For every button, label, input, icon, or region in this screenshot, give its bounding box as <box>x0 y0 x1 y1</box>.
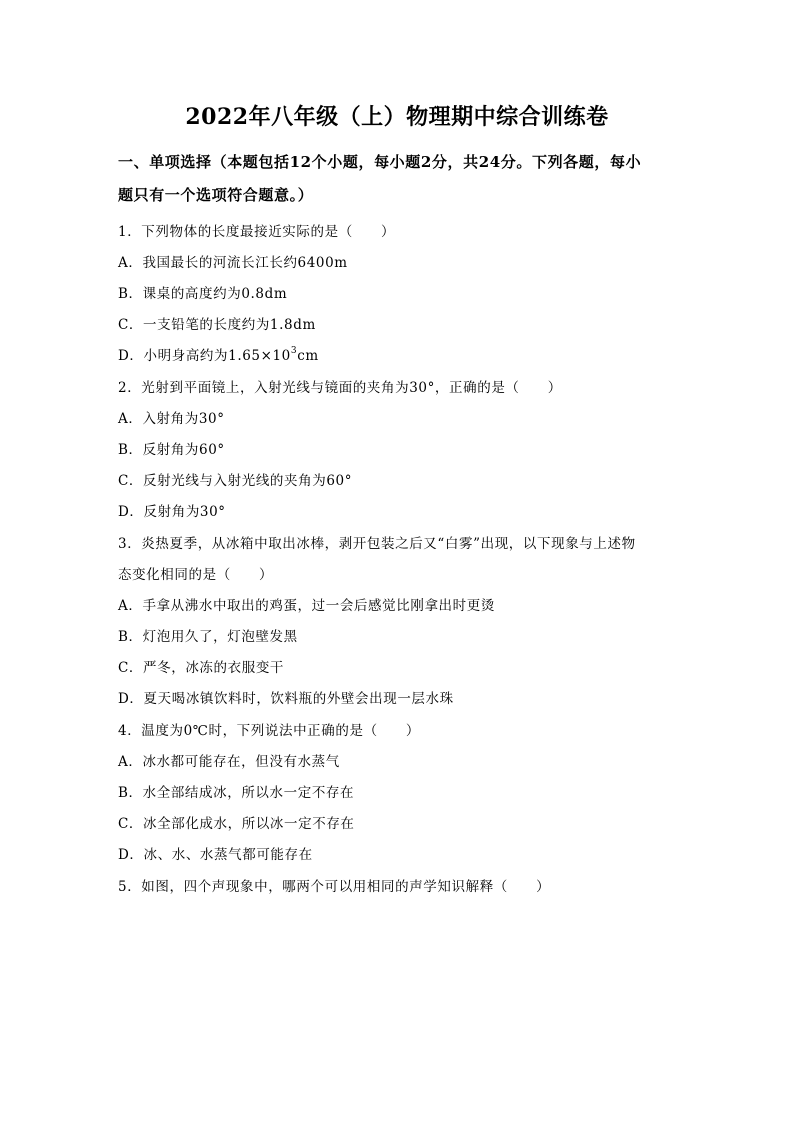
question-1-option-d-text: D．小明身高约为1.65×10 <box>118 348 291 364</box>
question-3-option-d: D．夏天喝冰镇饮料时，饮料瓶的外壁会出现一层水珠 <box>118 691 454 707</box>
question-4-stem: 4．温度为0℃时，下列说法中正确的是（ ） <box>118 723 420 739</box>
question-4-option-a: A．冰水都可能存在，但没有水蒸气 <box>118 754 340 770</box>
question-3-stem-line-1: 3．炎热夏季，从冰箱中取出冰棒，剥开包装之后又“白雾”出现，以下现象与上述物 <box>118 536 636 552</box>
question-4-option-b: B．水全部结成冰，所以水一定不存在 <box>118 785 355 801</box>
question-1-option-d-unit: cm <box>297 348 319 364</box>
page-title: 2022年八年级（上）物理期中综合训练卷 <box>185 104 609 130</box>
question-1-option-a: A．我国最长的河流长江长约6400m <box>118 255 348 271</box>
question-1-option-d-exponent: 3 <box>290 346 298 356</box>
question-1-option-d <box>118 346 698 366</box>
question-3-option-a: A．手拿从沸水中取出的鸡蛋，过一会后感觉比刚拿出时更烫 <box>118 598 495 614</box>
section-heading-line-1: 一、单项选择（本题包括12个小题，每小题2分，共24分。下列各题，每小 <box>118 153 642 171</box>
section-heading-line-2: 题只有一个选项符合题意。） <box>118 186 314 204</box>
question-2-stem: 2．光射到平面镜上，入射光线与镜面的夹角为30°，正确的是（ ） <box>118 380 562 396</box>
question-1-stem: 1．下列物体的长度最接近实际的是（ ） <box>118 224 396 240</box>
question-4-option-d: D．冰、水、水蒸气都可能存在 <box>118 847 313 863</box>
section-heading <box>118 146 688 212</box>
question-1-option-b: B．课桌的高度约为0.8dm <box>118 286 288 302</box>
question-1-option-c: C．一支铅笔的长度约为1.8dm <box>118 317 316 333</box>
question-3-stem-line-2: 态变化相同的是（ ） <box>118 567 274 583</box>
question-2-option-a: A．入射角为30° <box>118 411 225 427</box>
question-5-stem: 5．如图，四个声现象中，哪两个可以用相同的声学知识解释（ ） <box>118 879 551 895</box>
question-2-option-c: C．反射光线与入射光线的夹角为60° <box>118 473 353 489</box>
question-3-option-c: C．严冬，冰冻的衣服变干 <box>118 660 285 676</box>
question-3-option-b: B．灯泡用久了，灯泡壁发黑 <box>118 629 298 645</box>
question-4-option-c: C．冰全部化成水，所以冰一定不存在 <box>118 816 355 832</box>
question-2-option-d: D．反射角为30° <box>118 504 226 520</box>
question-2-option-b: B．反射角为60° <box>118 442 225 458</box>
